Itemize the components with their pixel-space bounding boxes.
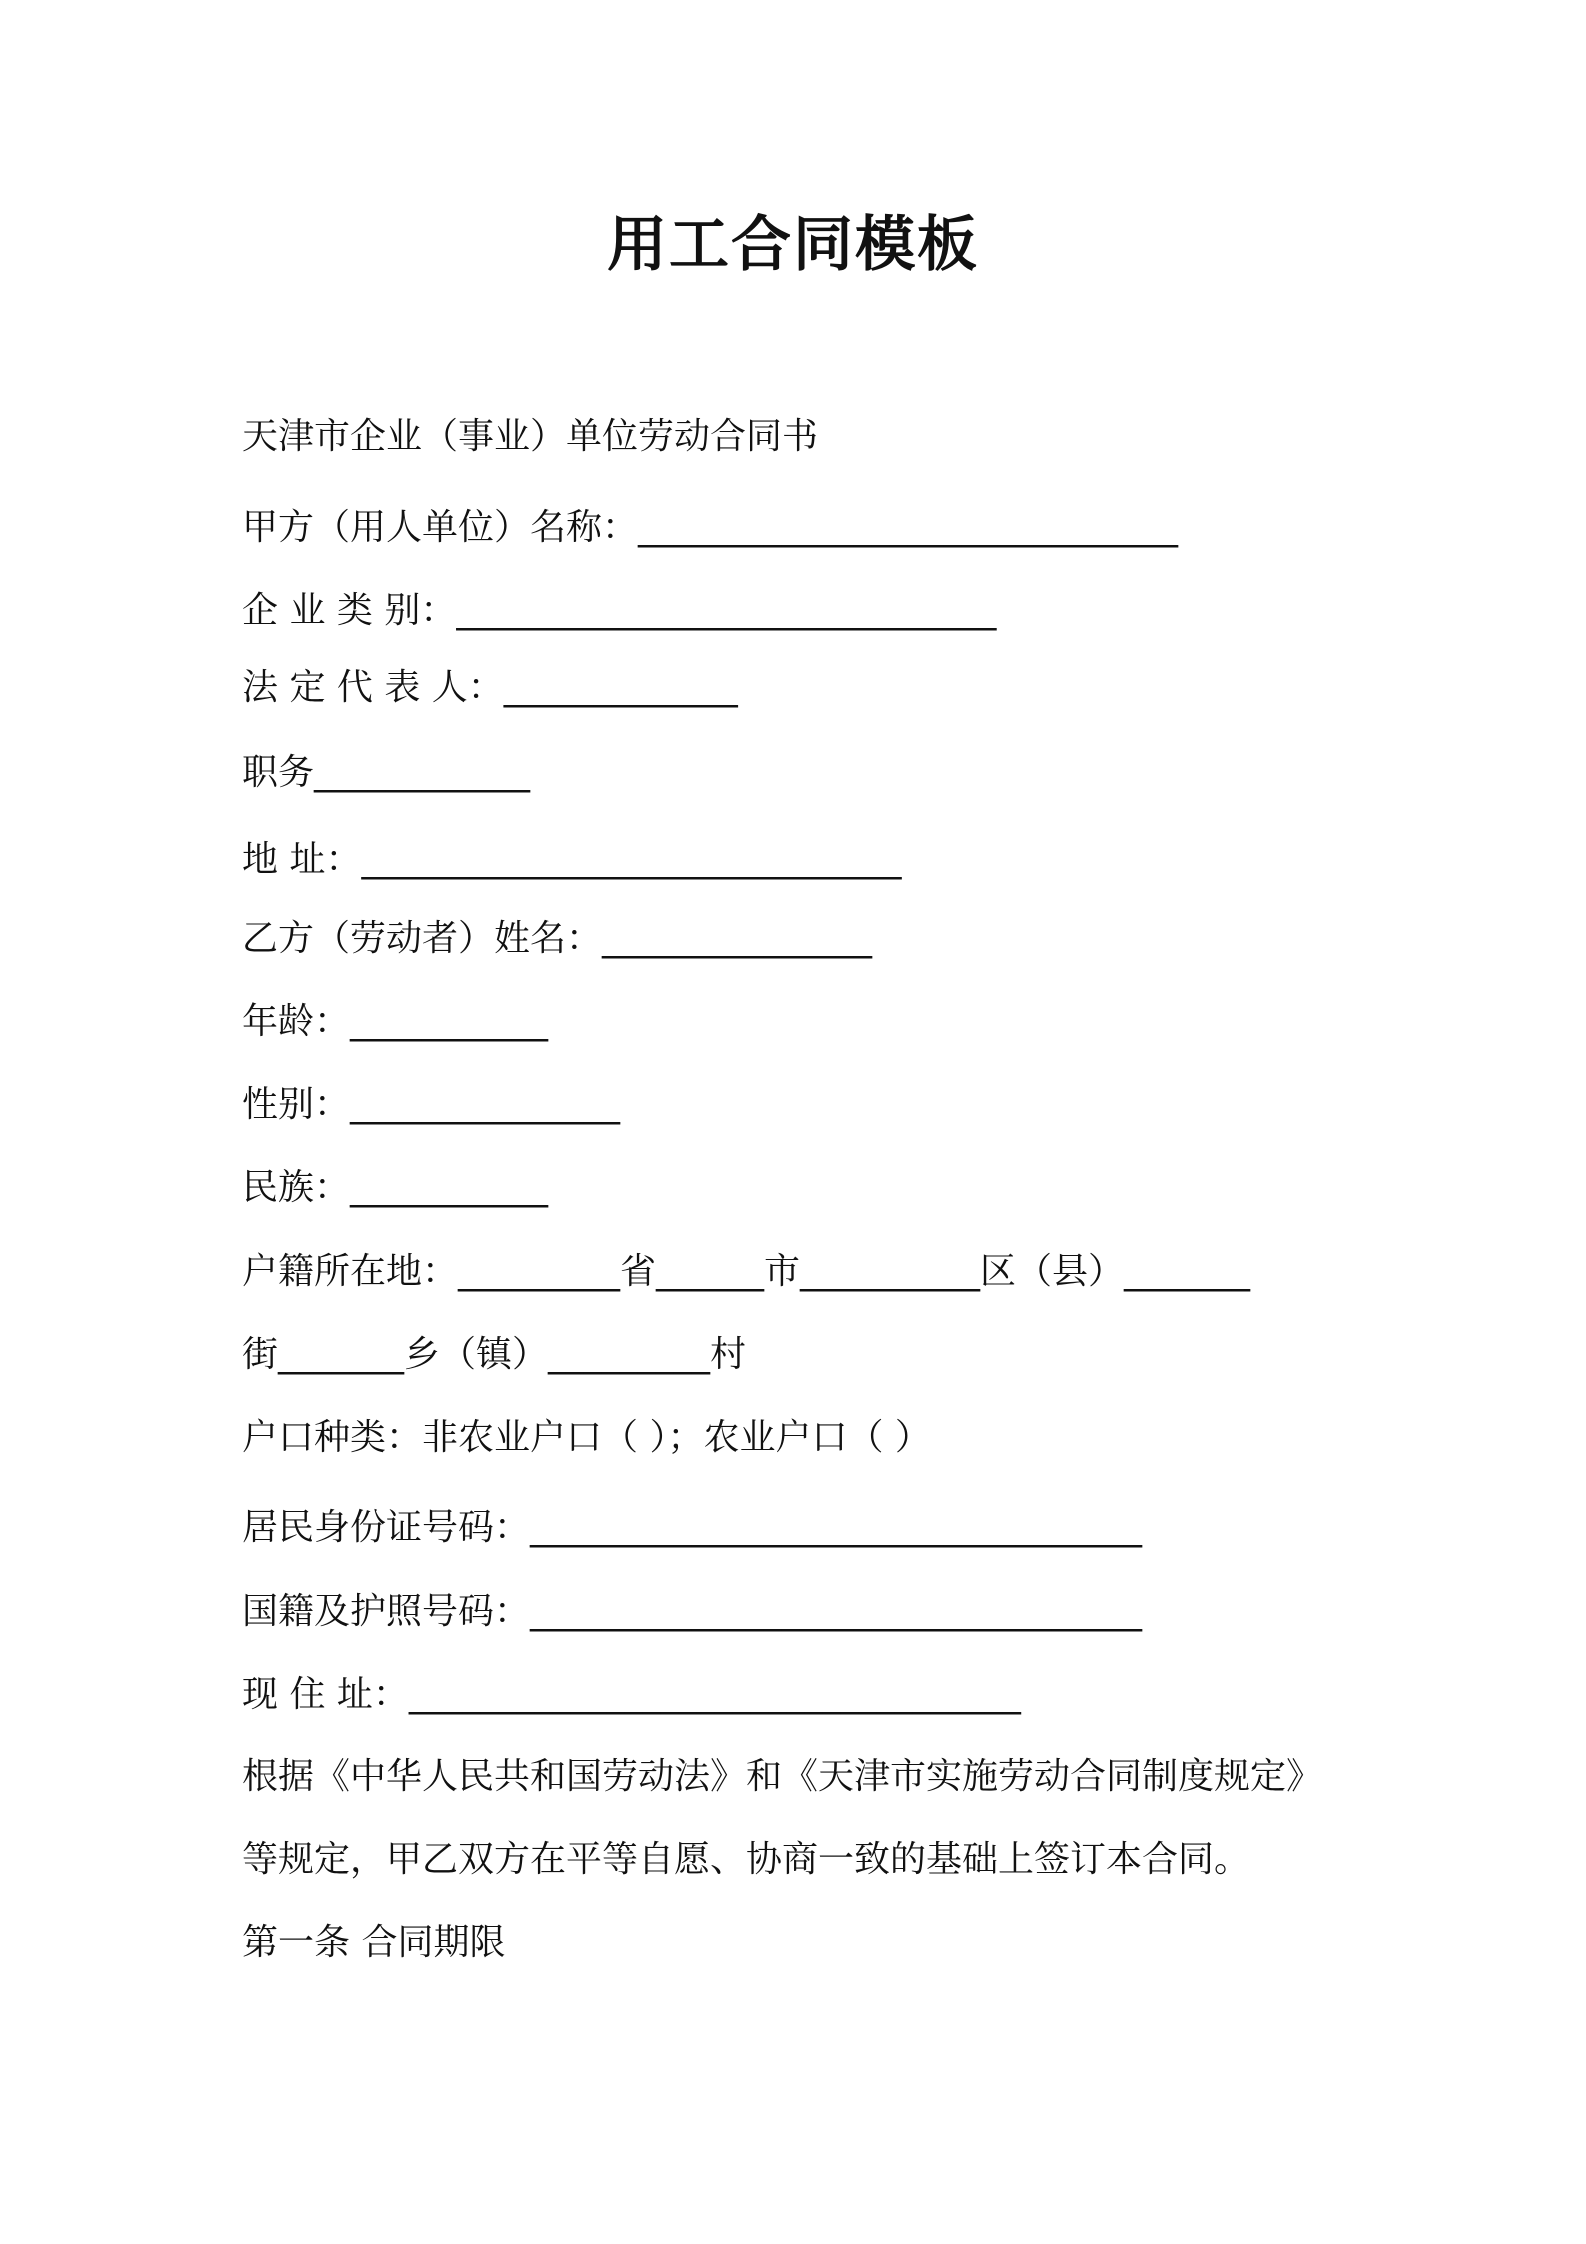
party-a-name-line: 甲方（用人单位）名称：______________________________ [242,507,1179,548]
legal-basis-line-2: 等规定，甲乙双方在平等自愿、协商一致的基础上签订本合同。 [242,1839,1251,1880]
age-line: 年龄：___________ [242,1001,549,1042]
household-registration-line: 户籍所在地：_________省______市__________区（县）_______ [242,1251,1251,1292]
enterprise-type-line: 企 业 类 别：______________________________ [242,590,997,631]
ethnicity-line: 民族：___________ [242,1167,549,1208]
household-type-line: 户口种类：非农业户口（ ）；农业户口（ ） [242,1417,931,1458]
document-title: 用工合同模板 [607,210,979,280]
current-address-line: 现 住 址：__________________________________ [242,1674,1021,1715]
position-line: 职务____________ [242,752,531,793]
street-township-line: 街_______乡（镇）_________村 [242,1334,747,1375]
contract-heading: 天津市企业（事业）单位劳动合同书 [242,416,819,457]
legal-representative-line: 法 定 代 表 人：_____________ [242,667,738,708]
id-number-line: 居民身份证号码：__________________________________ [242,1507,1143,1548]
address-line: 地 址：______________________________ [242,839,902,880]
gender-line: 性别：_______________ [242,1084,621,1125]
legal-basis-line-1: 根据《中华人民共和国劳动法》和《天津市实施劳动合同制度规定》 [242,1756,1323,1797]
nationality-passport-line: 国籍及护照号码：__________________________________ [242,1591,1143,1632]
article-one-heading: 第一条 合同期限 [242,1922,506,1963]
party-b-name-line: 乙方（劳动者）姓名：_______________ [242,918,873,959]
